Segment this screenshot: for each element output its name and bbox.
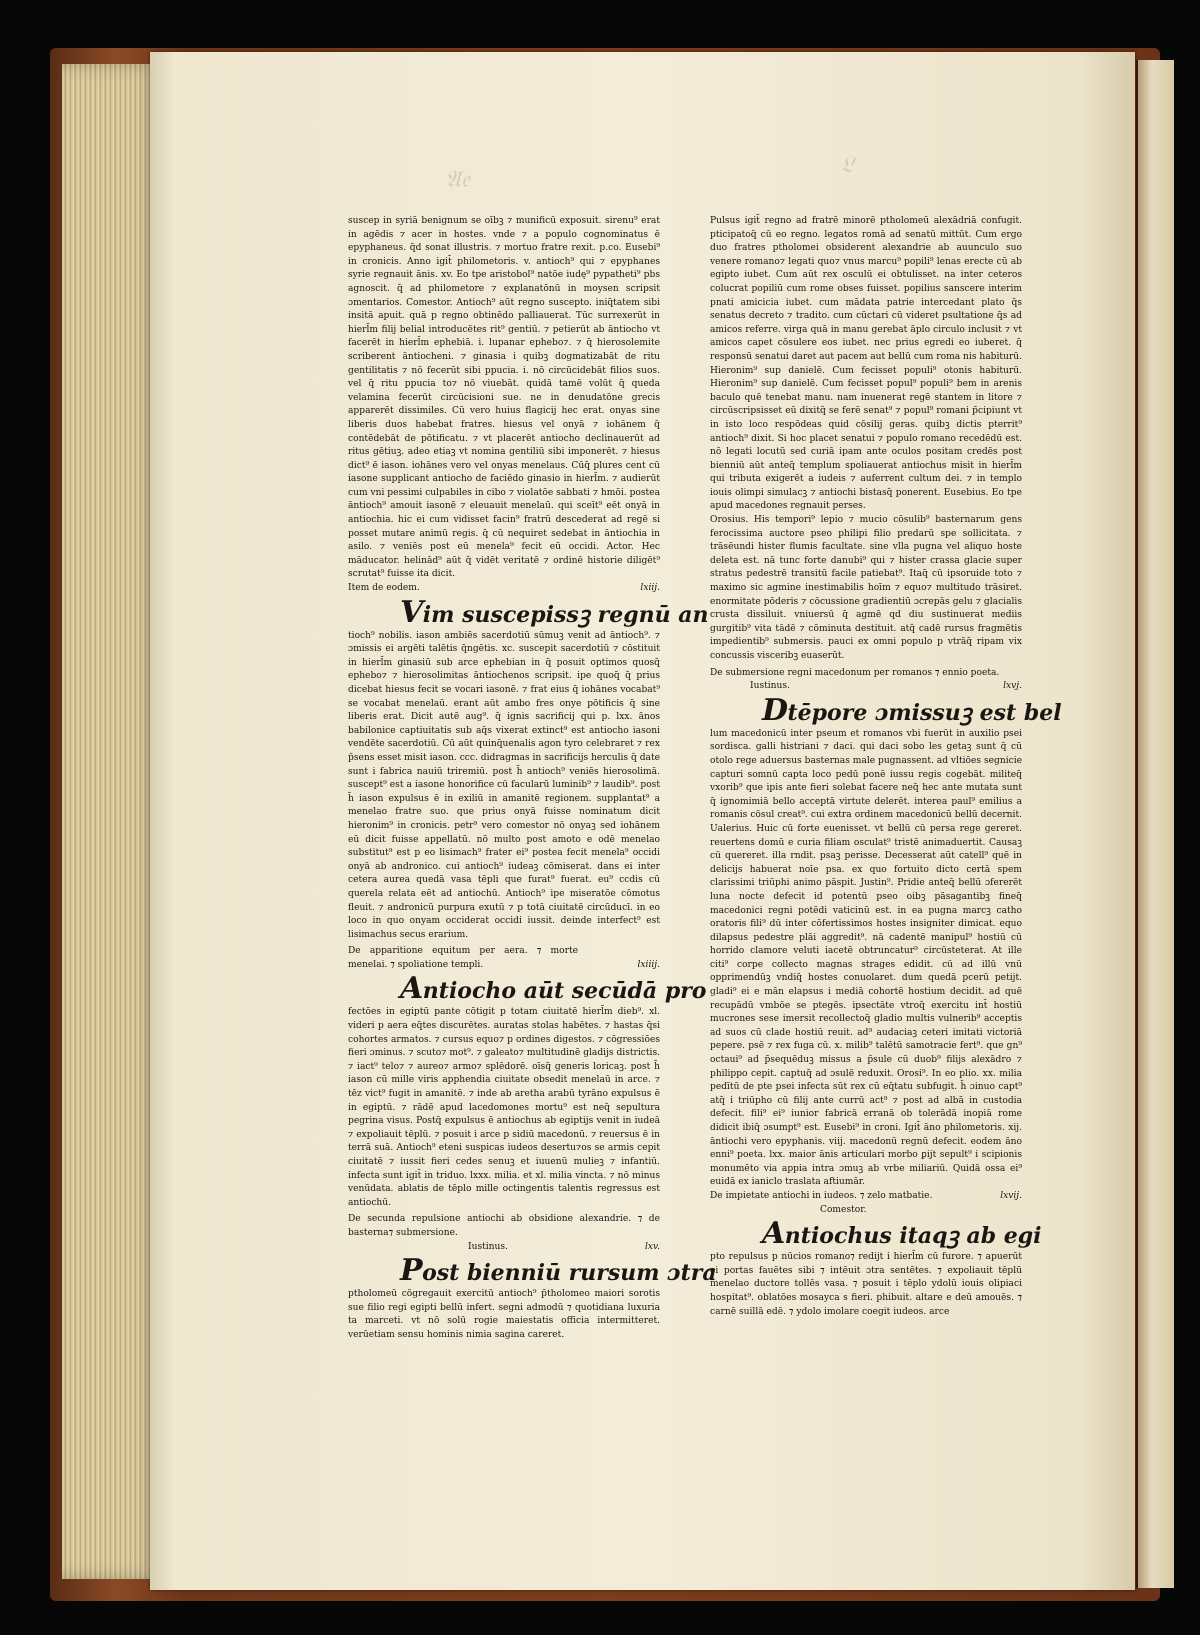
heading-text: ost bienniū rursum ɔtra <box>422 1260 717 1287</box>
body-paragraph: ptholomeū cōgregauit exercitū antioch⁹ p̄tholomeo maiori sorotis sue filio regi egipti bellū infert. segni admodū ⁊ quotidiana luxuria ta marceti. vt nō solū rogie maiestatis officia intermitteret. verūetiam sensu hominis nimia sagina careret. <box>348 1289 660 1340</box>
next-page-edge <box>1136 60 1174 1588</box>
body-paragraph: pto repulsus p nūcios romano⁊ redijt i hierl̄m cū furore. ⁊ apuerūt ei portas fauētes sibi ⁊ intēuit ɔtra sentētes. ⁊ expoliauit tēplū menelao ductore tollēs vasa. ⁊ posuit i tēplo ydolū iouis olipiaci hospitat⁹. oblatōes mosayca s fieri. phibuit. altare e deū amouēs. ⁊ carnē suillā edē. ⁊ ydolo imolare coegit iudeos. arce <box>710 1252 1022 1317</box>
chapter-heading <box>710 1216 1042 1252</box>
chapter-heading <box>348 1253 717 1289</box>
body-paragraph: lum macedonicū inter pseum et romanos vbi fuerūt in auxilio psei sordisca. galli histriani ⁊ daci. qui daci sobo les getaꝫ sunt q̄ cū otolo rege aduersus basternas male pugnassent. ad vltiōes segnicie capturi somnū capta loco pedū ponē iussu regis cogebāt. militeq̄ vxorib⁹ que ipis ante fieri solebat facere neq̄ hec ante mutata sunt q̄ ignomimiā bello acceptā virtute delerēt. interea paul⁹ emilius a romanis cōsul creat⁹. cui extra ordinem macedonicū bellū decernit. Ualerius. Huic cū forte euenisset. vt bellū cū persa rege gereret. reuertens domū e curia filiam osculat⁹ tristē animaduertit. Causaꝫ cū quereret. illa rndit. psaꝫ perisse. Decesserat aūt catell⁹ quē in delicijs habuerat noīe psa. ex quo fortuito dicto certā spem clarissimi triūphi animo pāspit. Justin⁹. Pridie anteq̄ bellū ɔfererēt luna nocte defecit id potentū pseo oibꝫ pāsagantibꝫ fineq̄ macedonici regni potēdi vaticinū est. in ea pugna marcꝫ catho oratoris fili⁹ dū inter cōfertissimos hostes insigniter dimicat. equo dilapsus pedestre plāi aggredit⁹. nā cadentē manipul⁹ hostiū cū horrido clamore veluti iacetē obtruncatur⁹ circūsteterat. At ille citi⁹ corpe collecto magnas strages edidit. cū ad illū vnū opprimendūꝫ vndiq̄ hostes conuolaret. dum quedā pcerū petijt. gladi⁹ ei e mān elapsus i mediā cohortē hostium decidit. ad quē recupādū vmbōe se ptegēs. ipsectāte vtroq̄ exercitu int̄ hostiū mucrones sese imersit recollectoq̄ gladio multis vulnerib⁹ acceptis ad suos cū clade hostiū reuit. ad⁹ audaciaꝫ ceteri imitati victoriā pepere. psē ⁊ rex fuga cū. x. milib⁹ talētū samotracie fert⁹. que gn⁹ octaui⁹ ad p̄sequēduꝫ missus a p̄sule cū duob⁹ filijs alexādro ⁊ philippo cepit. captuq̄ ad ɔsulē reduxit. Orosi⁹. In eo plio. xx. milia pedītū de pte psei infecta sūt rex cū eq̄tatu subfugit. h̄ ɔinuo capt⁹ atq̄ i triūpho cū filij ante currū act⁹ ⁊ post ad albā in custodia defecit. fili⁹ ei⁹ iunior fabricā erranā ob tolerādā inopiā rome didicit ibiq̄ ɔsumpt⁹ est. Eusebi⁹ in croni. Igit̄ āno philometoris. xij. āntiochi vero epyphanis. viij. macedonū regnū defecit. eodem āno enni⁹ poeta. lxx. maior ānis articulari morbo ꝑijt sepult⁹ i scipionis monumēto via appia intra ɔmuꝫ ab vrbe miliariū. Quidā ossa ei⁹ euidā ex ianiclo traslata aftiumār. <box>710 728 1022 1188</box>
initial-letter: A <box>762 1216 785 1252</box>
show-through-text: 𝔏 <box>840 150 855 178</box>
initial-letter: A <box>400 971 423 1007</box>
chapter-number: lxv. <box>645 1241 660 1252</box>
initial-letter: D <box>762 692 788 728</box>
rubric: De impietate antiochi in iudeos. ⁊ zelo matbatie. <box>710 1190 933 1201</box>
chapter-rubric-row <box>710 1190 1022 1204</box>
heading-text: ntiochus itaqꝫ ab egi <box>784 1223 1042 1250</box>
chapter-heading <box>348 594 709 630</box>
chapter-number: lxvij. <box>1000 1190 1022 1201</box>
body-paragraph: fectōes in egiptū pante cōtigit p totam ciuitatē hierl̄m dieb⁹. xl. videri p aera eq̄tes discurētes. auratas stolas habētes. ⁊ hastas q̄si cohortes armatos. ⁊ cursus equo⁊ p ordines digestos. ⁊ cōgressiōes fieri ɔminus. ⁊ scuto⁊ mot⁹. ⁊ galeato⁊ multitudinē gladijs districtis. ⁊ iact⁹ telo⁊ ⁊ aureo⁊ armo⁊ splēdorē. oīsq̄ generis loricaꝫ. post h̄ iason cū mille viris apphendia ciuitate obsedit menelaū in arce. ⁊ tēz vict⁹ fugit in amanitē. ⁊ inde ab aretha arabū tyrāno expulsus ē in egiptū. ⁊ rādē apud lacedomones mortu⁹ est neq̄ sepultura pegrina visus. Postq̄ expulsus ē antiochus ab egiptijs venit in iudeā ⁊ expoliauit tēplū. ⁊ posuit i arce p sidiū macedonū. ⁊ reuersus ē in terrā suā. Antioch⁹ eteni suspicas iudeos desertu⁊os se armis cepit ciuitatē ⁊ iussit fieri cedes senuꝫ et iuuenū mulieꝫ ⁊ infantiū. infecta sunt igit̄ in triduo. lxxx. milia. et xl. milia vincta. ⁊ nō minus venūdata. ablatis de tēplo mille octingentis talentis regressus est antiochū. <box>348 1007 660 1208</box>
page-edges <box>62 64 160 1579</box>
chapter-heading <box>348 971 707 1007</box>
heading-text: im suscepissꝫ regnū an <box>422 601 709 628</box>
heading-text: ntiocho aūt secūdā pro <box>422 978 707 1005</box>
chapter-number: lxvj. <box>1003 681 1022 692</box>
chapter-rubric-row <box>348 582 660 596</box>
initial-letter: P <box>400 1253 423 1289</box>
rubric-source: Iustinus. <box>750 681 790 692</box>
chapter-rubric-row <box>710 680 1022 694</box>
chapter-number: lxiij. <box>640 583 660 594</box>
chapter-number: lxiiij. <box>637 959 660 970</box>
body-paragraph: tioch⁹ nobilis. iason ambiēs sacerdotiū sūmuꝫ venit ad āntioch⁹. ⁊ ɔmissis ei argēti talētis q̄ngētis. xc. suscepit sacerdotiū ⁊ cōstituit in hierl̄m ginasiū sub arce ephebian in q̄ posuit optimos quosq̄ ephebo⁊ ⁊ hierosolimitas āntiochenos scripsit. ipe quoq̄ q̄ prius dicebat hiesus fecit se vocari iasonē. ⁊ frat eius q̄ iohānes vocabat⁹ se vocabat menelaū. erant aūt ambo fres onye pōtificis q̄ sine liberis erat. Dicit autē aug⁹. q̄ ignis sacrificij qui p. lxx. ānos babilonice captiuitatis sub aq̄s vixerat extinct⁹ est antiocho iasoni vendēte sacerdotiū. Cū aūt quinq̄uenalis agon tyro celebraret ⁊ rex p̄sens esset misit iason. ccc. didragmas in sacrificijs herculis q̄ date sunt i fabrica nauiū triremiū. post h̄ antioch⁹ veniēs hierosolimā. suscept⁹ est a iasone honorifice cū facularū luminib⁹ ⁊ laudib⁹. post h̄ iason expulsus ē in exiliū in amanitē regionem. supplantat⁹ a menelao fratre suo. que prius onyā fuisse nominatum dicit hieronim⁹ in cronicis. petr⁹ vero comestor nō onyaꝫ sed iohānem eū dicit fuisse appellatū. nō multo post amoto e odē menelao substitut⁹ est p eo lisimach⁹ frater ei⁹ postea fecit menela⁹ occidi onyā ab andronico. cui antioch⁹ iudeaꝫ cōmiserat. dans ei inter cetera aurea quedā vasa tēpli que furat⁹ fuerat. eu⁹ ccdis cū querela relata eēt ad antiochū. Antioch⁹ ipe miseratōe cōmotus fleuit. ⁊ andronicū purpura exutū ⁊ p totā ciuitatē circūducī. in eo loco in quo onyam occiderat occidi iussit. deinde interfect⁹ est lisimachus secus erarium. <box>348 630 660 940</box>
rubric-source: Iustinus. <box>468 1241 508 1252</box>
body-paragraph: Orosius. His tempori⁹ lepio ⁊ mucio cōsulib⁹ basternarum gens ferocissima auctore pseo philipi filio predarū spe sollicitata. ⁊ trāsēundi hister flumis facultate. sine vlla pugna vel aliquo hoste deleta est. nā tunc forte danubi⁹ qui ⁊ hister crassa glacie super stratus pedestrē transitū facile patiebat⁹. Itaq̄ cū ipsoruide toto ⁊ maximo sic agmine inestimabilis hoīm ⁊ equo⁊ multitudo trāsiret. enormitate pōderis ⁊ cōcussione gradientiū ɔcrepās gelu ⁊ glacialis crusta dissiluit. vniuersū q̄ agmē qd diu sustinuerat mediis gurgitib⁹ vita tādē ⁊ cōminuta destituit. atq̄ cadē rursus fragmētis impedientib⁹ submersis. pauci ex omni populo p vtrāq̄ ripam vix concussis visceribꝫ euaserūt. <box>710 515 1022 661</box>
chapter-rubric-row <box>348 945 660 972</box>
show-through-text: 𝔄𝔢 <box>445 165 470 193</box>
chapter-rubric-row <box>710 1204 1022 1218</box>
left-text-column <box>348 215 717 1343</box>
body-paragraph: suscep in syriā benignum se oībꝫ ⁊ munificū exposuit. sirenu⁹ erat in agēdis ⁊ acer in hostes. vnde ⁊ a populo cognominatus ē epyphaneus. q̄d sonat illustris. ⁊ mortuo fratre rexit. p.co. Eusebi⁹ in cronicis. Anno igit̄ philometoris. v. antioch⁹ qui ⁊ epyphanes syrie regnauit ānis. xv. Eo tpe aristobol⁹ natōe iudę⁹ pypatheti⁹ pbs agnoscit. q̄ ad philometore ⁊ explanatōnū in moysen scripsit ɔmentarios. Comestor. Antioch⁹ aūt regno suscepto. iniq̄tatem sibi insitā apuit. quā p regno obtinēdo palliauerat. Tūc surrexerūt in hierl̄m filij belial introducētes rit⁹ gentiū. ⁊ petierūt ab āntiocho vt facerēt in hierl̄m ephebiā. i. lupanar ephebo⁊. ⁊ q̄ hierosolemite scriberent āntiocheni. ⁊ ginasia i quibꝫ dogmatizabāt de ritu gentilitatis ⁊ nō fecerūt sibi ppucia. i. nō circūcidebāt filios suos. vel q̄ ritu ppucia to⁊ nō viuebāt. quidā tamē volūt q̄ queda velamina fecerūt circūcisioni sue. ne in denudatōne grecis apparerēt dissimiles. Cū vero huius flagicij hec erat. onyas sine liberis duos habebat fratres. hiesus vel onyā ⁊ iohānem q̄ contēdebāt de pōtificatu. ⁊ vt placerēt antiocho declinauerūt ad ritus gētiuꝫ. adeo etiaꝫ vt nomina gentiliū sibi imponerēt. ⁊ hiesus dict⁹ ē iason. iohānes vero vel onyas menelaus. Cūq̄ plures cent cū iasone supplicant antiocho de faciēdo ginasio in hierl̄m. ⁊ audierūt cum vni pessimi culpabiles in cibo ⁊ violatōe sabbati ⁊ hmōi. postea āntioch⁹ amouit iasonē ⁊ eleuauit menelaū. qui sceīt⁹ eēt onyā in antiochia. hic ei cum vidisset facin⁹ fratrū descederat ad regē si posset mutare animū regis. q̄ cū nequiret sedebat in āntiochia in asilo. ⁊ veniēs post eū menela⁹ fecit eū occidi. Actor. Hec māducator. helinād⁹ aūt q̄ vidēt veritatē ⁊ ordinē historie diligēt⁹ scrutat⁹ fuisse ita dicit. <box>348 216 660 580</box>
body-paragraph: Pulsus igit̄ regno ad fratrē minorē ptholomeū alexādriā confugit. pticipatoq̄ cū eo regno. legatos romā ad senatū mittūt. Cum ergo duo fratres ptholomei obsiderent alexandrie ab auunculo suo venere romano⁊ legati quo⁊ vnus marcu⁹ popili⁹ lenas erecte cū ab egipto iubet. Cum aūt rex osculū ei obtulisset. na inter ceteros colucrat popiliū cum rome obses fuisset. popilius sanscere interim pnati amicicia iubet. cum mādata patrie intercedant plato q̄s senatus decreto ⁊ tradito. cum cūctari cū videret psultatione q̄s ad amicos referre. virga quā in manu gerebat āplo circulo inclusit ⁊ vt amicos capet cōsulere eos iubet. nec prius egredi eo iuberet. q̄ responsū senatui daret aut pacem aut bellū cum roma nis habiturū. Hieronim⁹ sup danielē. Cum fecisset populi⁹ otonis habiturū. Hieronim⁹ sup danielē. Cum fecisset popul⁹ populi⁹ bem in arenis baculo quē tenebat manu. nam inuenerat regē stantem in litore ⁊ circūscripsisset eū dixitq̄ se ferē senat⁹ ⁊ popul⁹ romani p̄cipiunt vt in isto loco respōdeas quid cōsilij geras. quibꝫ dictis pterrit⁹ antioch⁹ dixit. Si hoc placet senatui ⁊ populo romano recedēdū est. nō legati locutū sed curiā ipam ante oculos positam credēs post bienniū aūt anteq̄ templum spoliauerat antiochus misit in hierl̄m qui tributa exigerēt a iudeis ⁊ auferrent cultum dei. ⁊ in templo iouis olimpi simulacꝫ ⁊ antiochi bistasq̄ ponerent. Eusebius. Eo tpe apud macedones regnauit perses. <box>710 216 1022 512</box>
right-text-column <box>710 215 1062 1319</box>
initial-letter: V <box>400 594 423 630</box>
chapter-heading <box>710 692 1062 728</box>
rubric: De secunda repulsione antiochi ab obsidione alexandrie. ⁊ de basterna⁊ submersione. <box>348 1214 660 1238</box>
rubric-source: Comestor. <box>820 1204 867 1215</box>
chapter-rubric-row <box>348 1241 660 1255</box>
heading-text: tēpore ɔmissuꝫ est bel <box>787 699 1062 726</box>
rubric: De submersione regni macedonum per romanos ⁊ ennio poeta. <box>710 667 1000 678</box>
rubric: De apparitione equitum per aera. ⁊ morte menelai. ⁊ spoliatione templi. <box>348 946 578 970</box>
rubric: Item de eodem. <box>348 583 420 594</box>
